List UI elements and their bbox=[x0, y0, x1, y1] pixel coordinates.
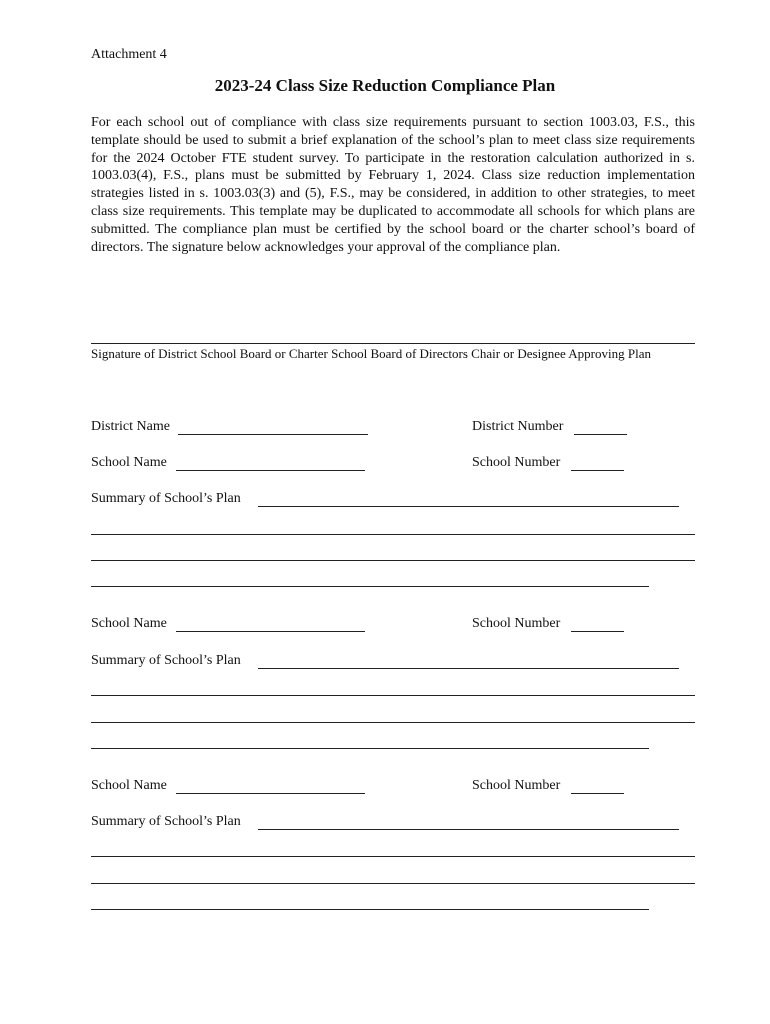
signature-line[interactable] bbox=[91, 343, 695, 344]
summary-field[interactable] bbox=[91, 722, 695, 723]
school-name-field[interactable] bbox=[176, 631, 365, 632]
district-name-field[interactable] bbox=[178, 434, 368, 435]
summary-label: Summary of School’s Plan bbox=[91, 491, 241, 506]
school-number-label: School Number bbox=[472, 778, 561, 793]
school-name-label: School Name bbox=[91, 455, 167, 470]
summary-label: Summary of School’s Plan bbox=[91, 814, 241, 829]
attachment-label: Attachment 4 bbox=[91, 47, 167, 62]
school-number-field[interactable] bbox=[571, 793, 624, 794]
district-number-label: District Number bbox=[472, 419, 564, 434]
district-name-label: District Name bbox=[91, 419, 170, 434]
school-name-field[interactable] bbox=[176, 470, 365, 471]
summary-field[interactable] bbox=[91, 909, 649, 910]
summary-field[interactable] bbox=[91, 560, 695, 561]
school-number-field[interactable] bbox=[571, 631, 624, 632]
summary-label: Summary of School’s Plan bbox=[91, 653, 241, 668]
school-name-label: School Name bbox=[91, 616, 167, 631]
summary-field[interactable] bbox=[91, 883, 695, 884]
intro-paragraph: For each school out of compliance with class size requirements pursuant to section 1003.03, F.S., this template should be used to submit a brief explanation of the school’s plan to meet class size requirements for the 2024 October FTE student survey. To participate in the restoration calculation authorized in s. 1003.03(4), F.S., plans must be submitted by February 1, 2024. Class size reduction implementation strategies listed in s. 1003.03(3) and (5), F.S., may be considered, in addition to other strategies, to meet class size requirements. This template may be duplicated to accommodate all schools for which plans are submitted. The compliance plan must be certified by the school board or the charter school’s board of directors. The signature below acknowledges your approval of the compliance plan. bbox=[91, 115, 695, 255]
summary-field[interactable] bbox=[91, 748, 649, 749]
summary-field[interactable] bbox=[91, 534, 695, 535]
summary-field[interactable] bbox=[91, 856, 695, 857]
school-name-field[interactable] bbox=[176, 793, 365, 794]
page-title: 2023-24 Class Size Reduction Compliance Plan bbox=[214, 76, 556, 95]
summary-field[interactable] bbox=[91, 586, 649, 587]
summary-field[interactable] bbox=[258, 506, 679, 507]
school-number-field[interactable] bbox=[571, 470, 624, 471]
summary-field[interactable] bbox=[258, 829, 679, 830]
summary-field[interactable] bbox=[91, 695, 695, 696]
school-number-label: School Number bbox=[472, 455, 561, 470]
summary-field[interactable] bbox=[258, 668, 679, 669]
school-name-label: School Name bbox=[91, 778, 167, 793]
signature-caption: Signature of District School Board or Charter School Board of Directors Chair or Designee Approving Plan bbox=[91, 346, 651, 361]
school-number-label: School Number bbox=[472, 616, 561, 631]
district-number-field[interactable] bbox=[574, 434, 627, 435]
